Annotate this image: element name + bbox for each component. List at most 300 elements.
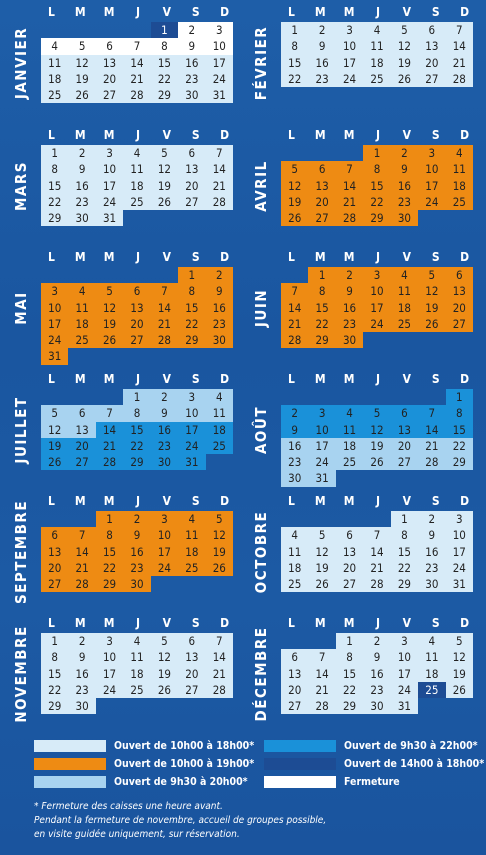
- day-cell: 17: [418, 178, 445, 194]
- empty-cell: [68, 389, 95, 405]
- month-name-label: MAI: [12, 291, 30, 325]
- day-cell: 6: [123, 283, 150, 299]
- month-name-label: JANVIER: [12, 26, 30, 100]
- day-cell: 18: [391, 300, 418, 316]
- day-cell: 21: [206, 666, 233, 682]
- day-cell: 15: [151, 55, 178, 71]
- day-cell: 15: [123, 422, 150, 438]
- day-cell: 11: [418, 649, 445, 665]
- weekday-label: S: [431, 5, 440, 19]
- day-cell: 2: [123, 511, 150, 527]
- day-cell: 7: [363, 527, 390, 543]
- weekday-label: S: [431, 494, 440, 508]
- day-cell: 25: [418, 682, 445, 698]
- day-grid: [281, 145, 473, 226]
- day-cell: 11: [281, 544, 308, 560]
- day-cell: 25: [336, 454, 363, 470]
- day-cell: 9: [68, 649, 95, 665]
- empty-cell: [151, 348, 178, 364]
- weekday-label: S: [431, 372, 440, 386]
- day-cell: 16: [308, 55, 335, 71]
- day-cell: 16: [418, 544, 445, 560]
- day-cell: 23: [68, 194, 95, 210]
- empty-cell: [96, 348, 123, 364]
- day-cell: 19: [281, 194, 308, 210]
- day-cell: 23: [308, 71, 335, 87]
- day-cell: 17: [96, 178, 123, 194]
- weekday-label: S: [431, 128, 440, 142]
- weekday-label: L: [287, 616, 295, 630]
- day-cell: 27: [418, 71, 445, 87]
- day-cell: 5: [308, 527, 335, 543]
- day-cell: 26: [363, 454, 390, 470]
- day-cell: 3: [336, 22, 363, 38]
- month-november: [5, 615, 240, 733]
- day-cell: 12: [41, 422, 68, 438]
- month-name: [5, 127, 37, 245]
- weekday-label: D: [460, 250, 470, 264]
- day-cell: 20: [178, 178, 205, 194]
- day-cell: 24: [363, 316, 390, 332]
- day-cell: 28: [363, 576, 390, 592]
- day-cell: 20: [178, 666, 205, 682]
- day-cell: 6: [281, 649, 308, 665]
- weekday-label: L: [47, 128, 55, 142]
- day-cell: 1: [41, 145, 68, 161]
- day-cell: 16: [151, 422, 178, 438]
- day-cell: 1: [41, 633, 68, 649]
- day-cell: 12: [96, 300, 123, 316]
- empty-cell: [123, 22, 150, 38]
- day-cell: 14: [446, 38, 473, 54]
- weekday-label: S: [431, 616, 440, 630]
- weekday-label: M: [103, 250, 115, 264]
- day-cell: 25: [391, 316, 418, 332]
- weekday-header: [277, 127, 479, 143]
- day-cell: 6: [41, 527, 68, 543]
- empty-cell: [151, 576, 178, 592]
- day-cell: 4: [336, 405, 363, 421]
- empty-cell: [418, 332, 445, 348]
- day-cell: 4: [391, 267, 418, 283]
- empty-cell: [418, 698, 445, 714]
- day-cell: 10: [41, 300, 68, 316]
- day-cell: 3: [206, 22, 233, 38]
- empty-cell: [96, 267, 123, 283]
- day-cell: 29: [391, 576, 418, 592]
- month-july: [5, 371, 240, 489]
- day-cell: 2: [68, 633, 95, 649]
- day-grid: [281, 389, 473, 487]
- day-cell: 10: [206, 38, 233, 54]
- day-cell: 30: [391, 210, 418, 226]
- day-cell: 23: [418, 560, 445, 576]
- day-cell: 31: [206, 87, 233, 103]
- weekday-label: D: [460, 494, 470, 508]
- day-cell: 18: [206, 422, 233, 438]
- day-cell: 6: [308, 161, 335, 177]
- day-cell: 2: [178, 22, 205, 38]
- day-cell: 11: [446, 161, 473, 177]
- day-cell: 5: [68, 38, 95, 54]
- empty-cell: [206, 348, 233, 364]
- day-cell: 16: [281, 438, 308, 454]
- month-september: [5, 493, 240, 611]
- day-cell: 3: [151, 511, 178, 527]
- empty-cell: [308, 145, 335, 161]
- day-cell: 19: [391, 55, 418, 71]
- day-cell: 11: [336, 422, 363, 438]
- empty-cell: [391, 332, 418, 348]
- day-cell: 28: [308, 698, 335, 714]
- month-december: [245, 615, 480, 733]
- empty-cell: [446, 332, 473, 348]
- day-cell: 23: [281, 454, 308, 470]
- weekday-label: S: [191, 128, 200, 142]
- day-cell: 26: [391, 71, 418, 87]
- legend-item: [34, 776, 248, 788]
- day-cell: 31: [41, 348, 68, 364]
- weekday-label: S: [191, 5, 200, 19]
- weekday-label: J: [135, 128, 140, 142]
- month-name-label: NOVEMBRE: [12, 625, 30, 723]
- day-cell: 11: [391, 283, 418, 299]
- day-cell: 14: [418, 422, 445, 438]
- weekday-label: L: [47, 616, 55, 630]
- day-cell: 13: [308, 178, 335, 194]
- day-cell: 15: [41, 178, 68, 194]
- day-grid: [41, 22, 233, 103]
- day-cell: 25: [178, 560, 205, 576]
- weekday-label: L: [287, 250, 295, 264]
- empty-cell: [363, 470, 390, 486]
- footnotes: [34, 800, 326, 842]
- day-cell: 1: [446, 389, 473, 405]
- day-cell: 5: [446, 633, 473, 649]
- day-cell: 15: [178, 300, 205, 316]
- day-cell: 17: [151, 544, 178, 560]
- day-cell: 1: [96, 511, 123, 527]
- legend-swatch: [34, 758, 106, 770]
- weekday-label: J: [135, 616, 140, 630]
- legend-swatch: [264, 758, 336, 770]
- day-grid: [281, 22, 473, 87]
- day-cell: 21: [336, 194, 363, 210]
- empty-cell: [151, 210, 178, 226]
- day-cell: 26: [96, 332, 123, 348]
- day-cell: 3: [96, 145, 123, 161]
- empty-cell: [206, 454, 233, 470]
- month-june: [245, 249, 480, 367]
- month-name: [245, 371, 277, 489]
- day-cell: 25: [68, 332, 95, 348]
- empty-cell: [41, 389, 68, 405]
- footnote-reservation: en visite guidée uniquement, sur réservation.: [34, 829, 240, 840]
- day-cell: 6: [96, 38, 123, 54]
- day-cell: 4: [123, 633, 150, 649]
- day-cell: 5: [363, 405, 390, 421]
- day-cell: 30: [151, 454, 178, 470]
- weekday-header: [37, 615, 239, 631]
- day-cell: 4: [446, 145, 473, 161]
- weekday-label: V: [162, 616, 172, 630]
- month-name: [5, 4, 37, 122]
- day-cell: 21: [206, 178, 233, 194]
- day-cell: 10: [363, 283, 390, 299]
- empty-cell: [446, 698, 473, 714]
- day-cell: 27: [308, 210, 335, 226]
- empty-cell: [336, 470, 363, 486]
- weekday-header: [37, 371, 239, 387]
- day-cell: 2: [206, 267, 233, 283]
- day-cell: 8: [96, 527, 123, 543]
- day-cell: 4: [206, 389, 233, 405]
- empty-cell: [68, 511, 95, 527]
- weekday-label: J: [135, 494, 140, 508]
- day-cell: 26: [281, 210, 308, 226]
- weekday-label: M: [103, 616, 115, 630]
- weekday-label: S: [191, 372, 200, 386]
- weekday-label: V: [402, 250, 412, 264]
- day-cell: 26: [68, 87, 95, 103]
- day-grid: [281, 267, 473, 348]
- day-cell: 25: [281, 576, 308, 592]
- legend-item: [34, 740, 254, 752]
- day-cell: 14: [68, 544, 95, 560]
- day-cell: 17: [308, 438, 335, 454]
- day-cell: 18: [123, 178, 150, 194]
- empty-cell: [151, 267, 178, 283]
- day-cell: 1: [308, 267, 335, 283]
- day-cell: 18: [123, 666, 150, 682]
- day-grid: [41, 633, 233, 714]
- day-grid: [281, 633, 473, 714]
- weekday-label: M: [74, 494, 86, 508]
- day-cell: 5: [96, 283, 123, 299]
- day-cell: 4: [418, 633, 445, 649]
- day-cell: 25: [446, 194, 473, 210]
- day-cell: 1: [178, 267, 205, 283]
- day-cell: 4: [178, 511, 205, 527]
- day-cell: 26: [206, 560, 233, 576]
- legend-label: Ouvert de 10h00 à 18h00*: [114, 740, 255, 752]
- weekday-label: J: [375, 5, 380, 19]
- empty-cell: [336, 145, 363, 161]
- legend-item: [264, 776, 400, 788]
- day-grid: [41, 267, 233, 365]
- day-cell: 31: [446, 576, 473, 592]
- day-cell: 18: [41, 71, 68, 87]
- weekday-label: M: [343, 616, 355, 630]
- day-cell: 7: [206, 145, 233, 161]
- weekday-header: [37, 249, 239, 265]
- day-cell: 21: [123, 71, 150, 87]
- weekday-label: L: [287, 5, 295, 19]
- day-cell: 7: [96, 405, 123, 421]
- day-cell: 27: [123, 332, 150, 348]
- weekday-label: M: [343, 494, 355, 508]
- month-name: [5, 249, 37, 367]
- day-cell: 29: [363, 210, 390, 226]
- weekday-label: V: [402, 372, 412, 386]
- weekday-header: [37, 493, 239, 509]
- day-cell: 23: [68, 682, 95, 698]
- day-cell: 13: [446, 283, 473, 299]
- day-cell: 2: [418, 511, 445, 527]
- empty-cell: [41, 511, 68, 527]
- day-cell: 29: [123, 454, 150, 470]
- day-cell: 19: [68, 71, 95, 87]
- day-cell: 26: [308, 576, 335, 592]
- day-cell: 9: [178, 38, 205, 54]
- day-cell: 5: [151, 145, 178, 161]
- day-cell: 31: [96, 210, 123, 226]
- day-cell: 6: [446, 267, 473, 283]
- day-cell: 12: [151, 161, 178, 177]
- day-cell: 12: [446, 649, 473, 665]
- weekday-label: M: [103, 494, 115, 508]
- empty-cell: [363, 332, 390, 348]
- day-cell: 9: [281, 422, 308, 438]
- day-cell: 15: [336, 666, 363, 682]
- day-cell: 28: [418, 454, 445, 470]
- day-cell: 19: [96, 316, 123, 332]
- day-cell: 19: [308, 560, 335, 576]
- day-cell: 22: [41, 682, 68, 698]
- day-cell: 23: [123, 560, 150, 576]
- empty-cell: [41, 22, 68, 38]
- empty-cell: [281, 511, 308, 527]
- day-cell: 14: [363, 544, 390, 560]
- day-cell: 22: [281, 71, 308, 87]
- day-cell: 19: [418, 300, 445, 316]
- month-name: [245, 493, 277, 611]
- day-cell: 7: [308, 649, 335, 665]
- day-cell: 14: [151, 300, 178, 316]
- day-cell: 3: [308, 405, 335, 421]
- weekday-label: M: [74, 5, 86, 19]
- weekday-label: M: [314, 372, 326, 386]
- day-cell: 5: [391, 22, 418, 38]
- weekday-label: D: [220, 5, 230, 19]
- legend-label: Ouvert de 14h00 à 18h00*: [344, 758, 485, 770]
- weekday-label: M: [103, 372, 115, 386]
- day-cell: 13: [281, 666, 308, 682]
- legend-label: Ouvert de 10h00 à 19h00*: [114, 758, 255, 770]
- day-cell: 20: [41, 560, 68, 576]
- month-name-label: AOÛT: [252, 405, 270, 455]
- weekday-label: J: [375, 128, 380, 142]
- day-cell: 8: [41, 161, 68, 177]
- weekday-label: D: [460, 128, 470, 142]
- day-cell: 27: [41, 576, 68, 592]
- day-cell: 17: [336, 55, 363, 71]
- day-cell: 16: [123, 544, 150, 560]
- weekday-label: M: [103, 5, 115, 19]
- day-cell: 26: [446, 682, 473, 698]
- day-grid: [41, 145, 233, 226]
- day-cell: 9: [123, 527, 150, 543]
- month-name-label: AVRIL: [252, 160, 270, 212]
- empty-cell: [96, 389, 123, 405]
- day-cell: 7: [418, 405, 445, 421]
- day-cell: 18: [336, 438, 363, 454]
- day-cell: 23: [363, 682, 390, 698]
- day-cell: 1: [151, 22, 178, 38]
- empty-cell: [123, 210, 150, 226]
- day-cell: 28: [151, 332, 178, 348]
- weekday-label: L: [47, 250, 55, 264]
- day-cell: 30: [363, 698, 390, 714]
- month-april: [245, 127, 480, 245]
- day-cell: 7: [68, 527, 95, 543]
- day-cell: 13: [96, 55, 123, 71]
- weekday-label: M: [314, 128, 326, 142]
- day-cell: 15: [41, 666, 68, 682]
- day-cell: 8: [446, 405, 473, 421]
- empty-cell: [446, 470, 473, 486]
- legend-label: Ouvert de 9h30 à 22h00*: [344, 740, 478, 752]
- weekday-label: J: [135, 372, 140, 386]
- day-cell: 23: [391, 194, 418, 210]
- weekday-label: J: [375, 494, 380, 508]
- legend-item: [34, 758, 254, 770]
- day-cell: 10: [418, 161, 445, 177]
- day-cell: 16: [178, 55, 205, 71]
- day-cell: 30: [281, 470, 308, 486]
- empty-cell: [96, 22, 123, 38]
- day-cell: 7: [151, 283, 178, 299]
- day-cell: 15: [281, 55, 308, 71]
- weekday-label: J: [375, 372, 380, 386]
- day-cell: 4: [123, 145, 150, 161]
- month-name-label: JUILLET: [12, 396, 30, 464]
- day-cell: 28: [446, 71, 473, 87]
- day-cell: 22: [178, 316, 205, 332]
- month-name: [5, 493, 37, 611]
- day-cell: 23: [206, 316, 233, 332]
- day-cell: 13: [178, 161, 205, 177]
- day-cell: 20: [96, 71, 123, 87]
- weekday-label: D: [460, 372, 470, 386]
- day-cell: 16: [391, 178, 418, 194]
- month-name-label: FÉVRIER: [252, 25, 270, 101]
- weekday-label: S: [431, 250, 440, 264]
- day-cell: 25: [123, 194, 150, 210]
- day-cell: 24: [308, 454, 335, 470]
- day-cell: 14: [206, 649, 233, 665]
- day-cell: 21: [446, 55, 473, 71]
- weekday-label: D: [460, 616, 470, 630]
- empty-cell: [123, 348, 150, 364]
- day-cell: 27: [178, 194, 205, 210]
- weekday-label: V: [162, 494, 172, 508]
- day-cell: 4: [68, 283, 95, 299]
- day-cell: 4: [281, 527, 308, 543]
- weekday-label: M: [314, 616, 326, 630]
- weekday-label: V: [402, 616, 412, 630]
- weekday-label: V: [162, 250, 172, 264]
- weekday-label: M: [343, 372, 355, 386]
- empty-cell: [363, 389, 390, 405]
- day-cell: 24: [446, 560, 473, 576]
- day-cell: 10: [178, 405, 205, 421]
- day-cell: 30: [206, 332, 233, 348]
- weekday-header: [277, 371, 479, 387]
- day-cell: 26: [418, 316, 445, 332]
- weekday-label: M: [103, 128, 115, 142]
- day-cell: 28: [206, 194, 233, 210]
